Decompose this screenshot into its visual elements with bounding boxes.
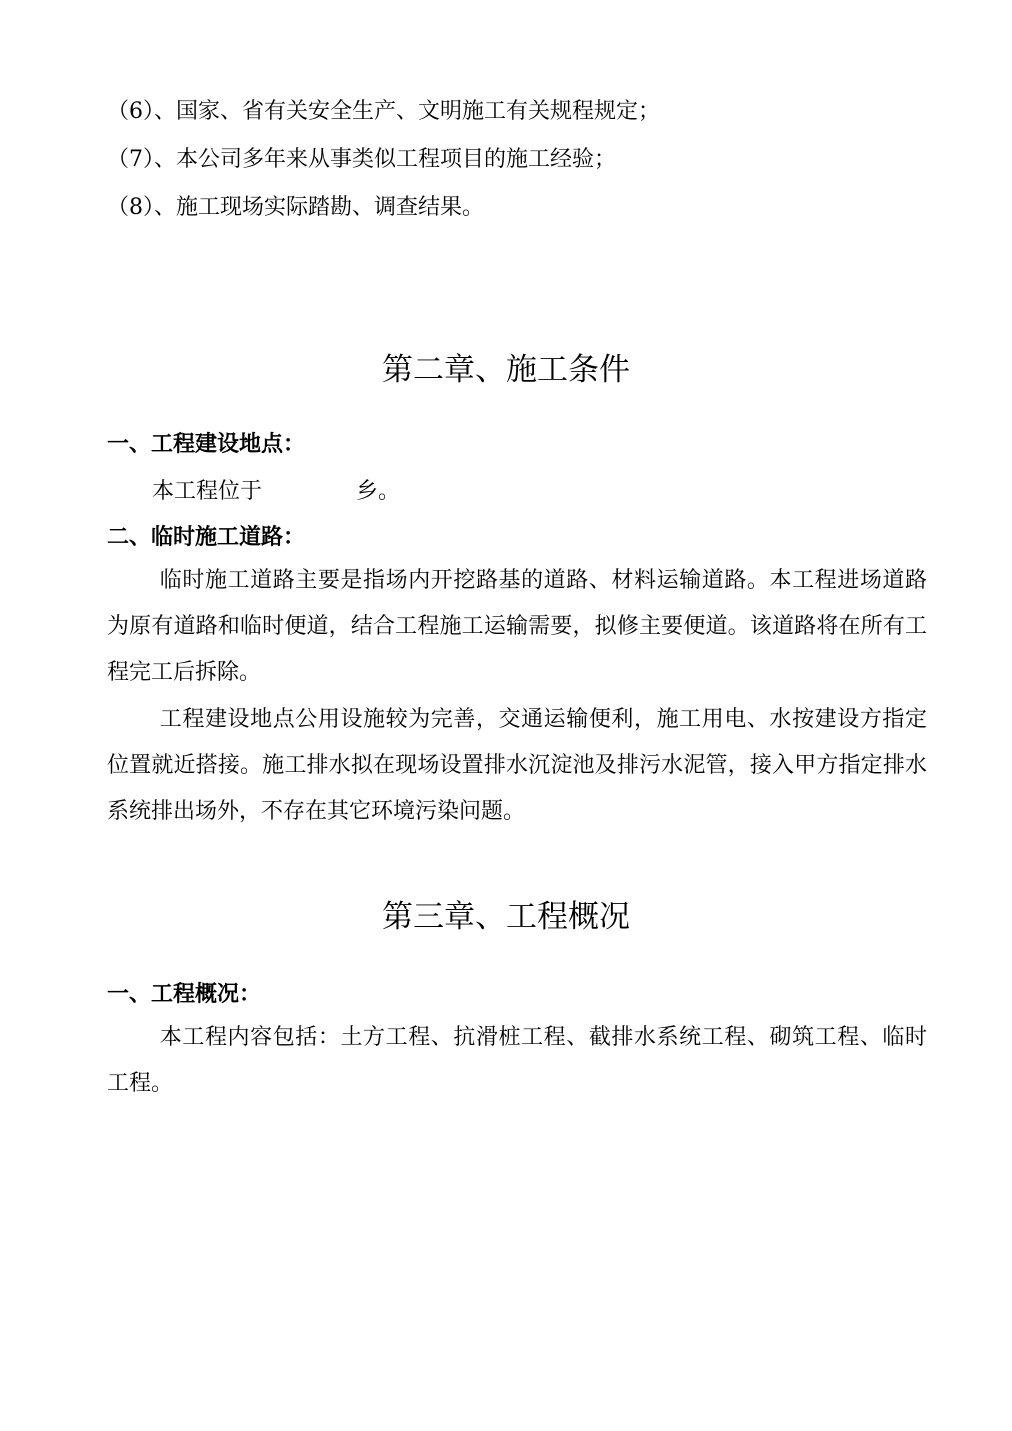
section-overview-title: 一、工程概况：: [107, 982, 262, 1007]
temp-road-paragraph-1: [107, 558, 927, 696]
section-construction-site-title: 一、工程建设地点：: [107, 432, 306, 457]
temp-road-paragraph-2: [107, 697, 927, 835]
construction-site-text-a: 本工程位于: [152, 479, 263, 504]
basis-item-8: （8）、施工现场实际踏勘、调查结果。: [107, 195, 484, 220]
construction-site-text-b: 乡。: [356, 479, 401, 504]
temp-road-paragraph-2-text: 工程建设地点公用设施较为完善，交通运输便利，施工用电、水按建设方指定位置就近搭接。施工排水拟在现场设置排水沉淀池及排污水泥管，接入甲方指定排水系统排出场外，不存在其它环境污染问题。: [107, 707, 927, 824]
temp-road-paragraph-1-text: 临时施工道路主要是指场内开挖路基的道路、材料运输道路。本工程进场道路为原有道路和临时便道，结合工程施工运输需要，拟修主要便道。该道路将在所有工程完工后拆除。: [107, 568, 927, 685]
overview-paragraph: [107, 1015, 927, 1107]
section-temp-road-title: 二、临时施工道路：: [107, 525, 306, 550]
basis-item-7: （7）、本公司多年来从事类似工程项目的施工经验；: [107, 147, 616, 172]
chapter-3-title: 第三章、工程概况: [382, 899, 630, 935]
overview-paragraph-text: 本工程内容包括：土方工程、抗滑桩工程、截排水系统工程、砌筑工程、临时工程。: [107, 1025, 927, 1096]
basis-item-6: （6）、国家、省有关安全生产、文明施工有关规程规定；: [107, 99, 660, 124]
chapter-2-title: 第二章、施工条件: [382, 352, 630, 388]
